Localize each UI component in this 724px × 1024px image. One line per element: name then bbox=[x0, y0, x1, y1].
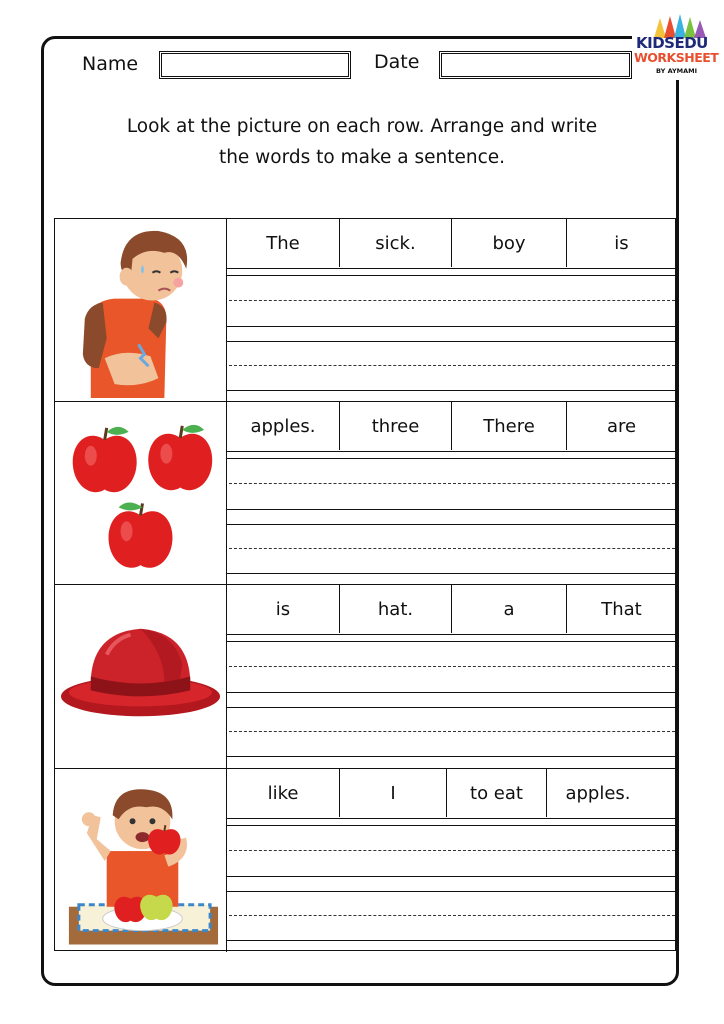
boy-eating-apple-image bbox=[55, 769, 227, 952]
name-label: Name bbox=[82, 53, 139, 75]
word-tile[interactable]: I bbox=[339, 769, 446, 817]
word-tile[interactable]: are bbox=[566, 402, 676, 450]
instructions bbox=[60, 111, 664, 173]
word-tile[interactable]: a bbox=[451, 585, 566, 633]
word-tile[interactable]: to eat bbox=[446, 769, 546, 817]
exercise-row bbox=[55, 769, 675, 952]
instruction-line-1: Look at the picture on each row. Arrange and write bbox=[126, 116, 598, 137]
red-hat-image bbox=[55, 585, 227, 768]
word-tile[interactable]: boy bbox=[451, 219, 566, 267]
logo-line-2: WORKSHEET bbox=[634, 50, 719, 65]
brand-logo bbox=[632, 12, 720, 80]
exercise-row bbox=[55, 585, 675, 769]
word-tile[interactable]: is bbox=[566, 219, 676, 267]
exercise-table bbox=[54, 218, 676, 951]
word-tile[interactable]: hat. bbox=[339, 585, 451, 633]
word-bank bbox=[227, 219, 675, 269]
word-bank bbox=[227, 585, 675, 635]
word-bank bbox=[227, 769, 675, 819]
word-tile[interactable]: That bbox=[566, 585, 676, 633]
date-label: Date bbox=[374, 51, 420, 73]
word-tile[interactable]: apples. bbox=[546, 769, 649, 817]
word-bank bbox=[227, 402, 675, 452]
instruction-line-2: the words to make a sentence. bbox=[218, 147, 506, 168]
word-tile[interactable]: apples. bbox=[250, 415, 316, 437]
three-apples-image bbox=[55, 402, 227, 584]
word-tile[interactable]: The bbox=[266, 232, 300, 254]
word-tile[interactable]: three bbox=[339, 402, 451, 450]
exercise-row bbox=[55, 402, 675, 585]
word-tile[interactable]: like bbox=[267, 782, 299, 804]
word-tile[interactable]: There bbox=[451, 402, 566, 450]
word-tile[interactable]: sick. bbox=[339, 219, 451, 267]
sick-boy-image bbox=[55, 219, 227, 401]
exercise-row bbox=[55, 219, 675, 402]
date-field[interactable] bbox=[439, 51, 632, 79]
logo-line-3: BY AYMAMI bbox=[656, 67, 698, 75]
logo-line-1: KIDSEDU bbox=[636, 34, 708, 52]
word-tile[interactable]: is bbox=[275, 598, 291, 620]
name-field[interactable] bbox=[159, 51, 351, 79]
